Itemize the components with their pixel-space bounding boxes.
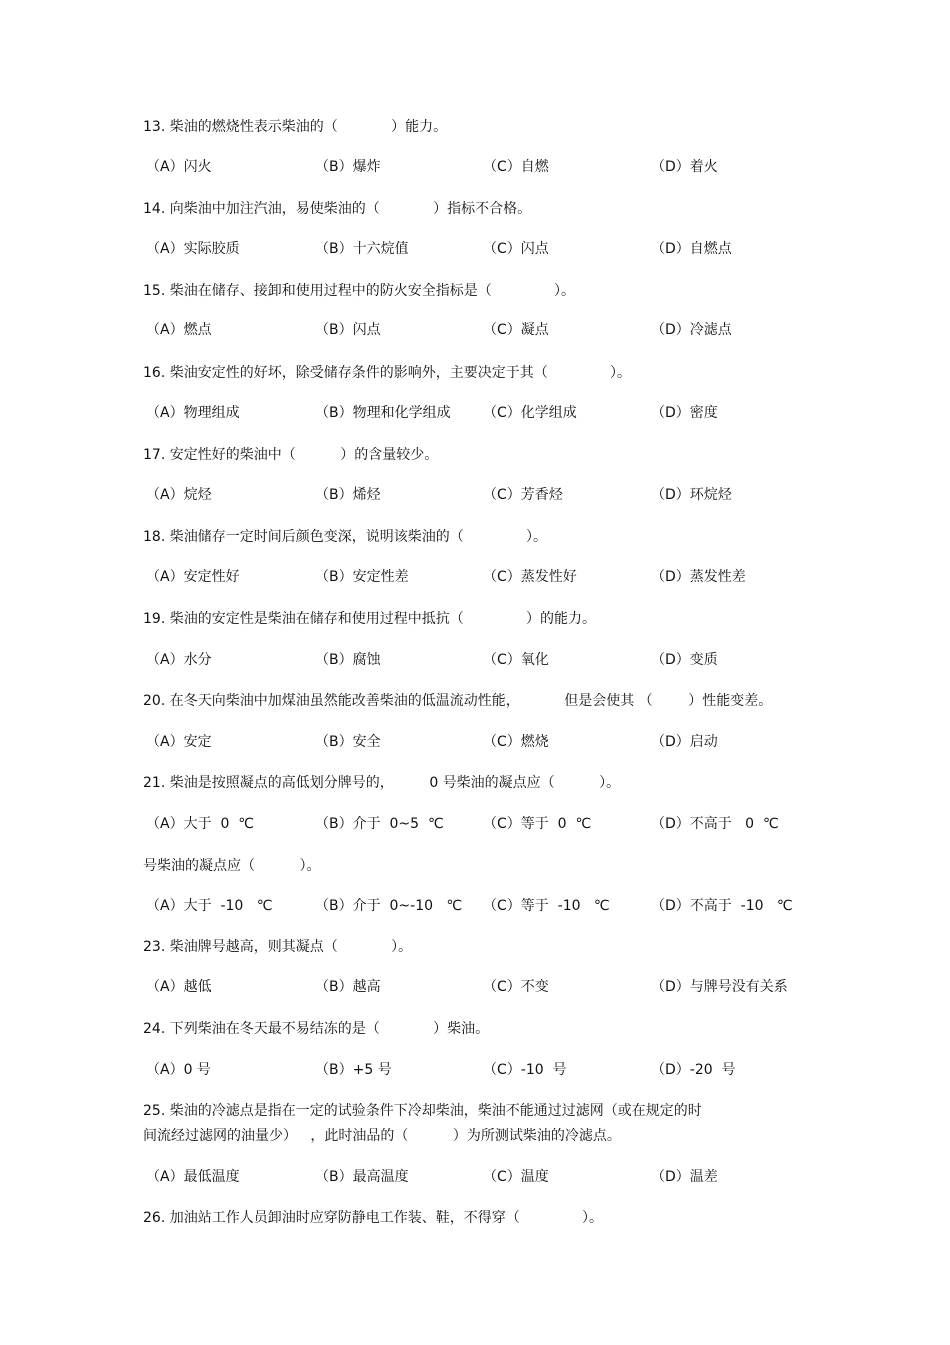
question-14-option-d: （D）自燃点 xyxy=(651,241,732,257)
question-22-stem: 号柴油的凝点应（ ）。 xyxy=(143,858,321,874)
question-25-option-c: （C）温度 xyxy=(483,1169,549,1185)
question-18-option-d: （D）蒸发性差 xyxy=(651,569,746,585)
question-15-option-d: （D）冷滤点 xyxy=(651,322,732,338)
question-17-stem: 17. 安定性好的柴油中（ ）的含量较少。 xyxy=(143,447,439,463)
question-18-stem: 18. 柴油储存一定时间后颜色变深，说明该柴油的（ ）。 xyxy=(143,529,548,545)
question-23-option-c: （C）不变 xyxy=(483,979,549,995)
question-23-option-b: （B）越高 xyxy=(315,979,381,995)
question-13-option-a: （A）闪火 xyxy=(146,159,212,175)
question-23-option-a: （A）越低 xyxy=(146,979,212,995)
question-15-option-b: （B）闪点 xyxy=(315,322,381,338)
question-17-option-b: （B）烯烃 xyxy=(315,487,381,503)
question-21-option-a: （A）大于 0 ℃ xyxy=(146,816,255,832)
question-22-option-a: （A）大于 -10 ℃ xyxy=(146,898,273,914)
question-15-option-a: （A）燃点 xyxy=(146,322,212,338)
question-18-option-b: （B）安定性差 xyxy=(315,569,409,585)
question-19-stem: 19. 柴油的安定性是柴油在储存和使用过程中抵抗（ ）的能力。 xyxy=(143,611,597,627)
question-16-option-a: （A）物理组成 xyxy=(146,405,240,421)
question-25-option-b: （B）最高温度 xyxy=(315,1169,409,1185)
question-19-option-c: （C）氧化 xyxy=(483,652,549,668)
question-21-option-c: （C）等于 0 ℃ xyxy=(483,816,592,832)
question-20-option-b: （B）安全 xyxy=(315,734,381,750)
question-16-stem: 16. 柴油安定性的好坏，除受储存条件的影响外，主要决定于其（ ）。 xyxy=(143,365,632,381)
question-13-option-d: （D）着火 xyxy=(651,159,718,175)
question-20-option-c: （C）燃烧 xyxy=(483,734,549,750)
question-16-option-d: （D）密度 xyxy=(651,405,718,421)
question-18-option-a: （A）安定性好 xyxy=(146,569,240,585)
question-24-option-a: （A）0 号 xyxy=(146,1062,211,1078)
question-21-option-b: （B）介于 0~5 ℃ xyxy=(315,816,444,832)
question-24-option-c: （C）-10 号 xyxy=(483,1062,567,1078)
question-14-option-c: （C）闪点 xyxy=(483,241,549,257)
question-17-option-c: （C）芳香烃 xyxy=(483,487,563,503)
question-19-option-d: （D）变质 xyxy=(651,652,718,668)
question-18-option-c: （C）蒸发性好 xyxy=(483,569,577,585)
question-23-option-d: （D）与牌号没有关系 xyxy=(651,979,788,995)
question-25-option-d: （D）温差 xyxy=(651,1169,718,1185)
question-21-stem: 21. 柴油是按照凝点的高低划分牌号的， 0 号柴油的凝点应（ ）。 xyxy=(143,775,621,791)
question-20-stem: 20. 在冬天向柴油中加煤油虽然能改善柴油的低温流动性能， 但是会使其 （ ）性能变差。 xyxy=(143,693,773,709)
question-16-option-c: （C）化学组成 xyxy=(483,405,577,421)
question-21-option-d: （D）不高于 0 ℃ xyxy=(651,816,779,832)
question-14-stem: 14. 向柴油中加注汽油，易使柴油的（ ）指标不合格。 xyxy=(143,201,532,217)
question-20-option-a: （A）安定 xyxy=(146,734,212,750)
question-23-stem: 23. 柴油牌号越高，则其凝点（ ）。 xyxy=(143,939,413,955)
question-13-option-b: （B）爆炸 xyxy=(315,159,381,175)
question-16-option-b: （B）物理和化学组成 xyxy=(315,405,451,421)
question-19-option-b: （B）腐蚀 xyxy=(315,652,381,668)
question-25-option-a: （A）最低温度 xyxy=(146,1169,240,1185)
question-26-stem: 26. 加油站工作人员卸油时应穿防静电工作装、鞋，不得穿（ ）。 xyxy=(143,1210,604,1226)
question-24-option-b: （B）+5 号 xyxy=(315,1062,392,1078)
question-15-stem: 15. 柴油在储存、接卸和使用过程中的防火安全指标是（ ）。 xyxy=(143,283,576,299)
question-14-option-b: （B）十六烷值 xyxy=(315,241,409,257)
question-13-stem: 13. 柴油的燃烧性表示柴油的（ ）能力。 xyxy=(143,119,448,135)
question-20-option-d: （D）启动 xyxy=(651,734,718,750)
question-17-option-d: （D）环烷烃 xyxy=(651,487,732,503)
question-17-option-a: （A）烷烃 xyxy=(146,487,212,503)
question-19-option-a: （A）水分 xyxy=(146,652,212,668)
question-22-option-c: （C）等于 -10 ℃ xyxy=(483,898,610,914)
question-13-option-c: （C）自燃 xyxy=(483,159,549,175)
question-15-option-c: （C）凝点 xyxy=(483,322,549,338)
question-25-stem-line-1: 25. 柴油的冷滤点是指在一定的试验条件下冷却柴油，柴油不能通过过滤网（或在规定的时 xyxy=(143,1103,702,1119)
question-22-option-d: （D）不高于 -10 ℃ xyxy=(651,898,793,914)
question-22-option-b: （B）介于 0~-10 ℃ xyxy=(315,898,463,914)
question-24-stem: 24. 下列柴油在冬天最不易结冻的是（ ）柴油。 xyxy=(143,1021,490,1037)
question-25-stem-line-2: 间流经过滤网的油量少） ，此时油品的（ ）为所测试柴油的冷滤点。 xyxy=(143,1128,621,1144)
question-24-option-d: （D）-20 号 xyxy=(651,1062,736,1078)
question-14-option-a: （A）实际胶质 xyxy=(146,241,240,257)
